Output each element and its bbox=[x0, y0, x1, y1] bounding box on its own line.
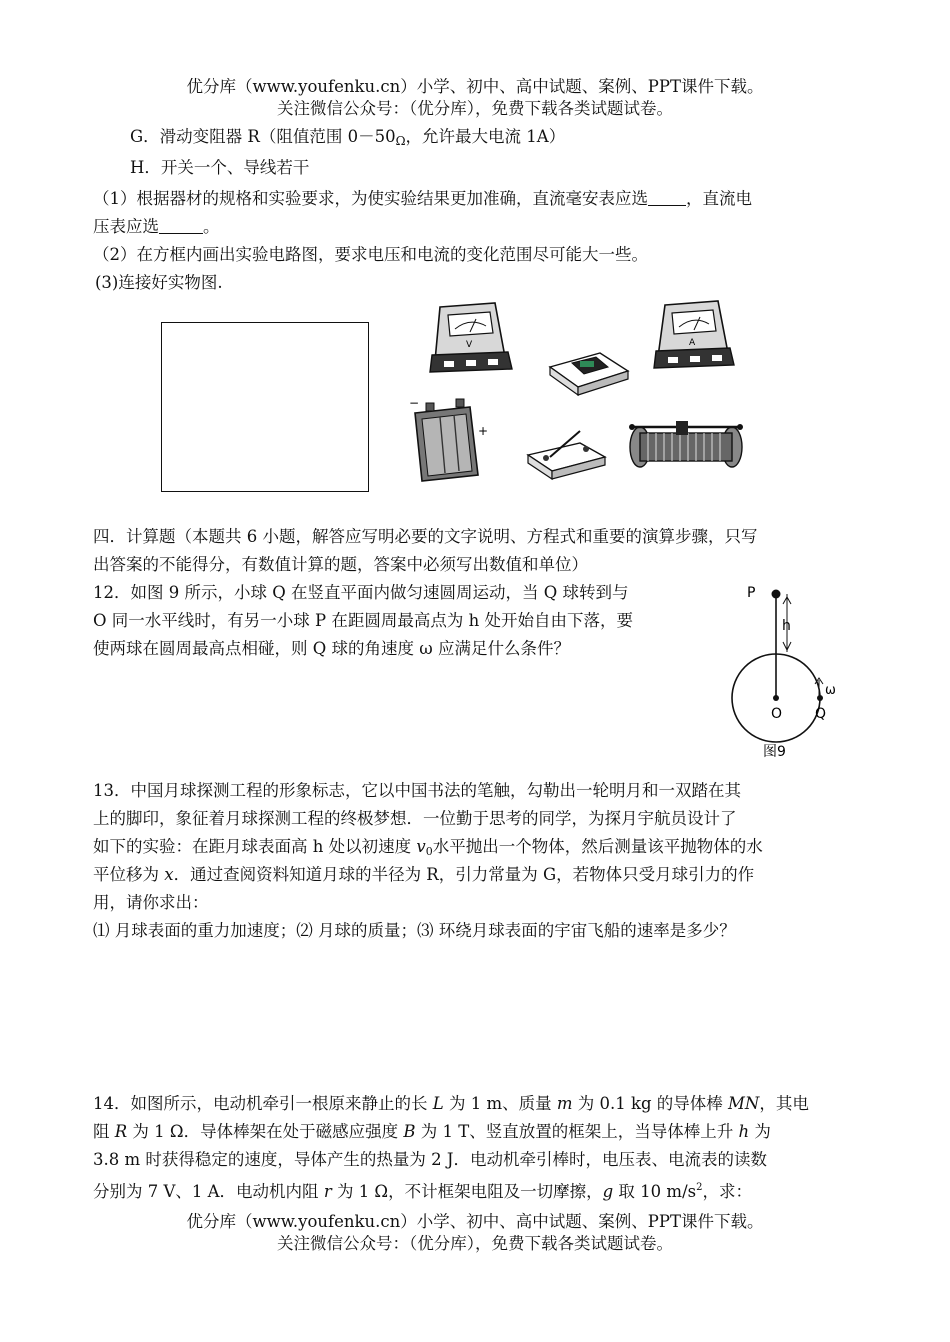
section-4-heading-cont: 出答案的不能得分，有数值计算的题，答案中必须写出数值和单位） bbox=[93, 555, 588, 574]
voltmeter-icon bbox=[430, 303, 512, 372]
ammeter-icon bbox=[654, 301, 734, 368]
q12-line-3: 使两球在圆周最高点相碰，则 Q 球的角速度 ω 应满足什么条件？ bbox=[93, 639, 570, 658]
q13-line-1: 13．中国月球探测工程的形象标志，它以中国书法的笔触，勾勒出一轮明月和一双踏在其 bbox=[93, 781, 741, 800]
fig9-label-p: P bbox=[747, 585, 756, 601]
battery-plus-label: + bbox=[478, 424, 489, 438]
equipment-h: H．开关一个、导线若干 bbox=[130, 158, 310, 177]
q14-line-3: 3.8 m 时获得稳定的速度，导体产生的热量为 2 J．电动机牵引棒时，电压表、电流表的读数 bbox=[93, 1150, 767, 1169]
equipment-g: G．滑动变阻器 R（阻值范围 0－50Ω，允许最大电流 1A） bbox=[130, 127, 566, 148]
footer-line-2: 关注微信公众号：（优分库），免费下载各类试题试卷。 bbox=[277, 1234, 673, 1253]
q13-line-6: ⑴ 月球表面的重力加速度；⑵ 月球的质量；⑶ 环绕月球表面的宇宙飞船的速率是多少？ bbox=[93, 921, 736, 940]
resistor-board-icon bbox=[550, 353, 628, 395]
question-part-1-cont: 压表应选 。 bbox=[93, 217, 220, 236]
q13-line-5: 用，请你求出： bbox=[93, 893, 209, 912]
question-part-2: （2）在方框内画出实验电路图，要求电压和电流的变化范围尽可能大一些。 bbox=[93, 245, 648, 264]
ammeter-label: A bbox=[689, 338, 696, 348]
q14-line-4: 分别为 7 V、1 A．电动机内阻 r 为 1 Ω，不计框架电阻及一切摩擦，g 取 10 $m/s^2$，求： bbox=[93, 1182, 752, 1201]
q13-line-3: 如下的实验：在距月球表面高 h 处以初速度 $v_0$水平抛出一个物体，然后测量该平抛物体的水 bbox=[93, 837, 763, 858]
q13-line-2: 上的脚印，象征着月球探测工程的终极梦想．一位勤于思考的同学，为探月宇航员设计了 bbox=[93, 809, 737, 828]
battery-icon bbox=[409, 396, 488, 481]
answer-blank-voltmeter[interactable] bbox=[159, 217, 203, 234]
footer-line-1: 优分库（www.youfenku.cn）小学、初中、高中试题、案例、PPT课件下载。 bbox=[186, 1212, 764, 1231]
q13-line-4: 平位移为 x．通过查阅资料知道月球的半径为 R，引力常量为 G，若物体只受月球引力的作 bbox=[93, 865, 755, 884]
battery-minus-label: − bbox=[409, 396, 420, 410]
ball-q bbox=[817, 695, 823, 701]
q14-line-1: 14．如图所示，电动机牵引一根原来静止的长 L 为 1 m、质量 m 为 0.1 kg 的导体棒 MN，其电 bbox=[93, 1094, 809, 1113]
section-4-heading: 四．计算题（本题共 6 小题，解答应写明必要的文字说明、方程式和重要的演算步骤，只写 bbox=[93, 527, 758, 546]
q12-line-2: O 同一水平线时，有另一小球 P 在距圆周最高点为 h 处开始自由下落，要 bbox=[93, 611, 633, 630]
question-part-3: (3)连接好实物图. bbox=[95, 273, 223, 292]
voltmeter-label: V bbox=[466, 340, 473, 350]
switch-icon bbox=[528, 431, 605, 479]
rheostat-icon bbox=[629, 421, 743, 467]
fig9-label-h: h bbox=[782, 618, 791, 634]
answer-blank-ammeter[interactable] bbox=[648, 189, 686, 206]
fig9-label-q: Q bbox=[815, 706, 827, 722]
q14-line-2: 阻 R 为 1 Ω．导体棒架在处于磁感应强度 B 为 1 T、竖直放置的框架上，当导体棒上升 h 为 bbox=[93, 1122, 771, 1141]
fig9-caption: 图9 bbox=[763, 744, 786, 760]
question-part-1: （1）根据器材的规格和实验要求，为使实验结果更加准确，直流毫安表应选 ，直流电 bbox=[93, 189, 752, 208]
q12-line-1: 12．如图 9 所示，小球 Q 在竖直平面内做匀速圆周运动，当 Q 球转到与 bbox=[93, 583, 629, 602]
fig9-label-omega: ω bbox=[825, 683, 836, 698]
header-line-1: 优分库（www.youfenku.cn）小学、初中、高中试题、案例、PPT课件下载。 bbox=[186, 77, 764, 96]
circuit-drawing-box[interactable] bbox=[161, 322, 369, 492]
figure-9 bbox=[725, 580, 855, 762]
fig9-label-o: O bbox=[771, 706, 783, 722]
header-line-2: 关注微信公众号：（优分库），免费下载各类试题试卷。 bbox=[277, 99, 673, 118]
apparatus-illustration bbox=[400, 295, 760, 485]
